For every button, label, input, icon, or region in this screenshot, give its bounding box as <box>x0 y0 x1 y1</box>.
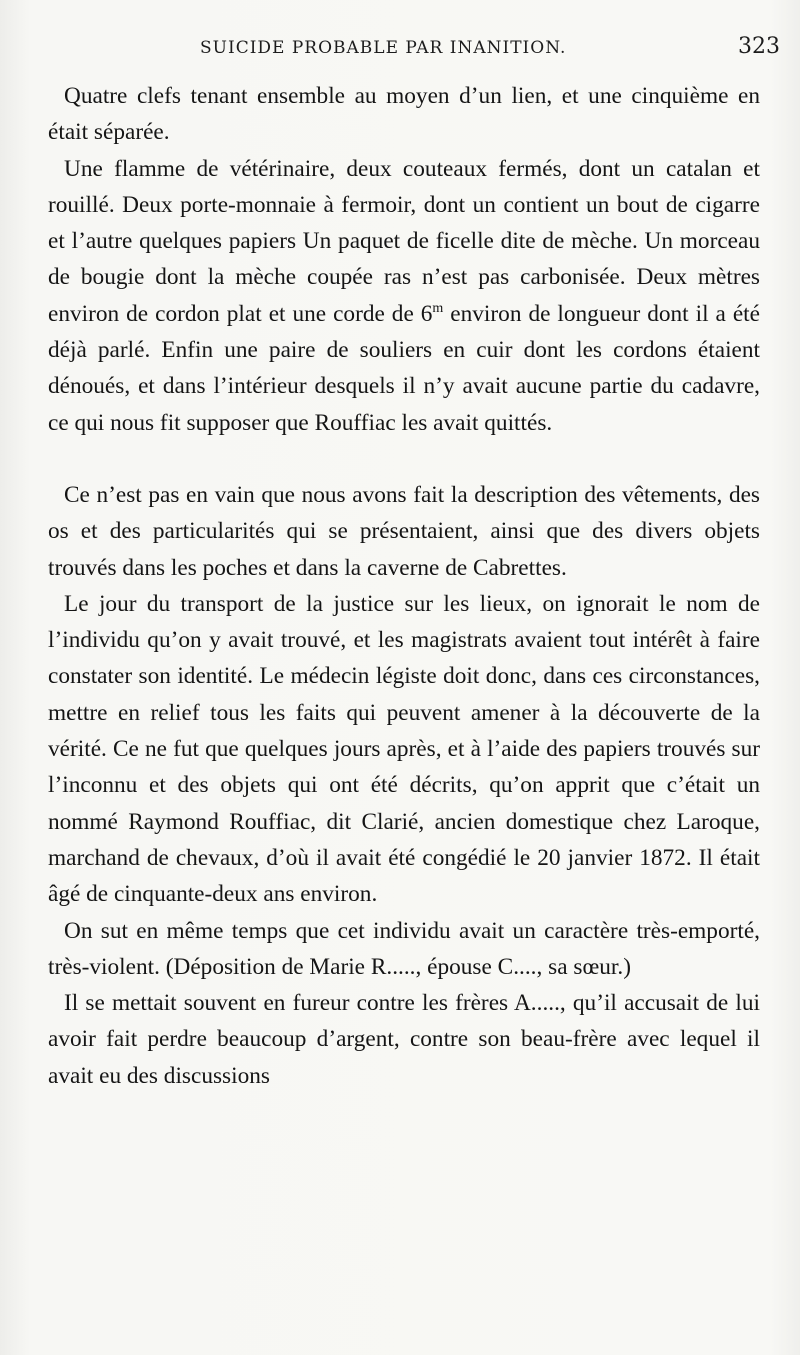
paragraph-clefs <box>48 78 760 151</box>
body-text <box>48 78 760 1094</box>
paragraph-objets <box>48 151 760 441</box>
page-number: 323 <box>738 34 780 59</box>
running-head <box>60 34 780 68</box>
paragraph-identite <box>48 586 760 913</box>
paragraph-text: Une flamme de vétérinaire, deux couteaux fermés, dont un catalan et rouillé. Deux porte-monnaie à fermoir, dont un contient un bout de cigarre et l’autre quelques papiers Un paquet de ficelle dite de mèche. Un morceau de bougie dont la mèche coupée ras n’est pas carbonisée. Deux mètres environ de cordon plat et une corde de 6 <box>48 155 760 327</box>
paragraph-text: Le jour du transport de la justice sur les lieux, on ignorait le nom de l’individu qu’on y avait trouvé, et les magistrats avaient tout intérêt à faire constater son identité. Le médecin légiste doit donc, dans ces circonstances, mettre en relief tous les faits qui peuvent amener à la découverte de la vérité. Ce ne fut que quelques jours après, et à l’aide des papiers trouvés sur l’inconnu et des objets qui ont été décrits, qu’on apprit que c’était un nommé Raymond Rouffiac, dit Clarié, ancien domestique chez Laroque, marchand de chevaux, d’où il avait été congédié le 20 janvier 1872. Il était âgé de cinquante-deux ans environ. <box>48 590 760 908</box>
paragraph-text-continued: environ de longueur dont il a été déjà parlé. Enfin une paire de souliers en cuir dont les cordons étaient dénoués, et dans l’intérieur desquels il n’y avait aucune partie du cadavre, ce qui nous fit supposer que Rouffiac les avait quittés. <box>48 300 760 436</box>
paragraph-fureur <box>48 985 760 1094</box>
superscript-unit: m <box>432 301 444 317</box>
paragraph-description <box>48 477 760 586</box>
paragraph-caractere <box>48 913 760 986</box>
paragraph-text: Ce n’est pas en vain que nous avons fait la description des vêtements, des os et des particularités qui se présentaient, ainsi que des divers objets trouvés dans les poches et dans la caverne de Cabrettes. <box>48 481 760 581</box>
paragraph-text: Quatre clefs tenant ensemble au moyen d’un lien, et une cinquième en était séparée. <box>48 83 760 146</box>
paragraph-text: Il se mettait souvent en fureur contre les frères A....., qu’il accusait de lui avoir fait perdre beaucoup d’argent, contre son beau-frère avec lequel il avait eu des discussions <box>48 990 760 1089</box>
paragraph-text: On sut en même temps que cet individu avait un caractère très-emporté, très-violent. (Déposition de Marie R....., épouse C...., sa sœur.) <box>48 917 760 980</box>
running-title: SUICIDE PROBABLE PAR INANITION. <box>200 38 567 58</box>
